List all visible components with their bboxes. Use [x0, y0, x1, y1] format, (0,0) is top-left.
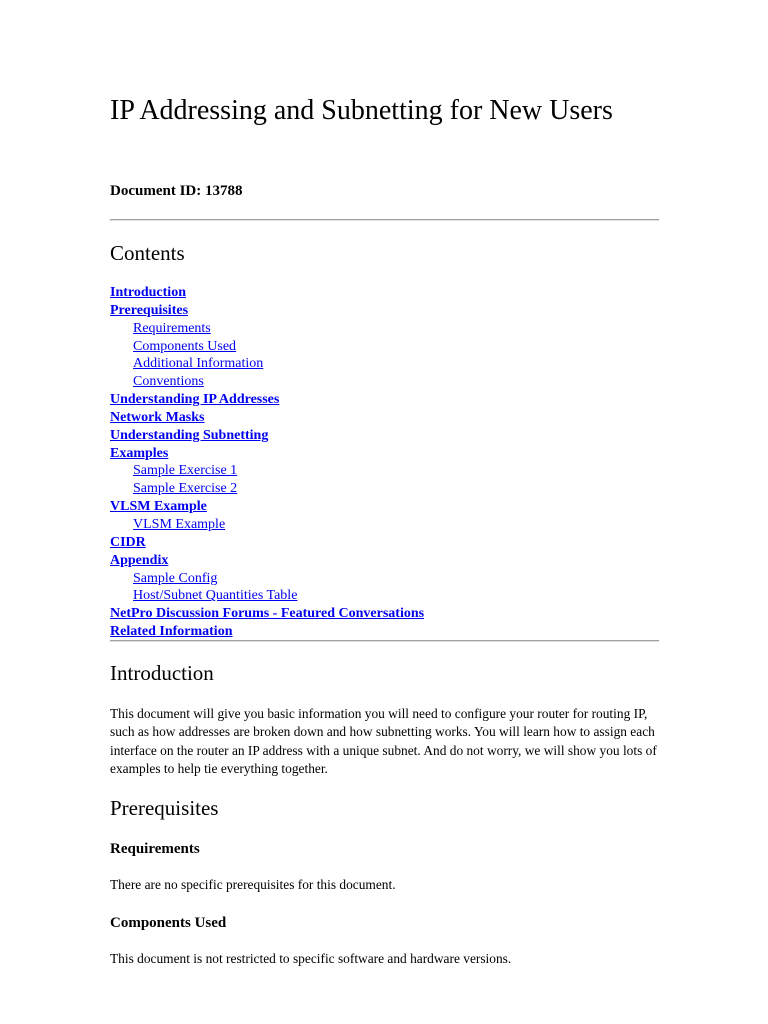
toc-item: [110, 391, 424, 409]
toc-item: [110, 302, 424, 320]
divider: [110, 219, 659, 221]
toc-item: [110, 445, 424, 463]
prerequisites-heading: Prerequisites: [110, 796, 219, 820]
toc-link[interactable]: Appendix: [110, 552, 169, 568]
toc-item: [110, 355, 424, 373]
toc-item: [110, 516, 424, 534]
toc-item: [110, 587, 424, 605]
toc-link[interactable]: Network Masks: [110, 409, 205, 425]
toc-item: [110, 534, 424, 552]
document-id: Document ID: 13788: [110, 183, 243, 199]
toc-item: [110, 623, 424, 641]
toc-item: [110, 373, 424, 391]
toc-item: [110, 409, 424, 427]
toc-link[interactable]: Components Used: [133, 338, 237, 354]
toc-item: [110, 552, 424, 570]
toc-item: [110, 338, 424, 356]
toc-item: [110, 498, 424, 516]
toc-link[interactable]: NetPro Discussion Forums - Featured Conversations: [110, 606, 425, 622]
toc-item: [110, 480, 424, 498]
toc-link[interactable]: VLSM Example: [110, 499, 207, 515]
requirements-text: There are no specific prerequisites for this document.: [110, 877, 396, 892]
toc-link[interactable]: Introduction: [110, 285, 186, 300]
toc-link[interactable]: Understanding IP Addresses: [110, 392, 280, 408]
components-used-heading: Components Used: [110, 915, 227, 931]
toc-item: [110, 570, 424, 588]
introduction-text: This document will give you basic information you will need to configure your router for routing IP, such as how addresses are broken down and how subnetting works. You will learn how to assign each interface on the router an IP address with a unique subnet. And do not worry, we will show you lots of examples to help tie everything together.: [110, 706, 657, 776]
toc-item: [110, 462, 424, 480]
introduction-heading: Introduction: [110, 661, 214, 685]
toc-link[interactable]: Host/Subnet Quantities Table: [133, 588, 298, 604]
divider: [110, 640, 659, 642]
toc-item: [110, 605, 424, 623]
toc-link[interactable]: Conventions: [133, 374, 204, 390]
toc-link[interactable]: Additional Information: [133, 356, 264, 372]
toc-link[interactable]: Requirements: [133, 320, 211, 336]
toc-link[interactable]: Understanding Subnetting: [110, 427, 269, 443]
page-title: IP Addressing and Subnetting for New Users: [110, 95, 613, 126]
toc-item: [110, 284, 424, 302]
toc-link[interactable]: Prerequisites: [110, 302, 189, 318]
toc-link[interactable]: Sample Config: [133, 570, 218, 586]
contents-heading: Contents: [110, 241, 185, 265]
toc-link[interactable]: Related Information: [110, 624, 233, 640]
toc-item: [110, 320, 424, 338]
table-of-contents: [110, 284, 424, 641]
toc-link[interactable]: Sample Exercise 1: [133, 463, 238, 479]
toc-item: [110, 427, 424, 445]
components-used-text: This document is not restricted to specific software and hardware versions.: [110, 951, 512, 966]
toc-link[interactable]: Examples: [110, 445, 169, 461]
toc-link[interactable]: VLSM Example: [133, 516, 226, 532]
toc-link[interactable]: CIDR: [110, 534, 146, 550]
requirements-heading: Requirements: [110, 841, 200, 857]
toc-link[interactable]: Sample Exercise 2: [133, 481, 238, 497]
